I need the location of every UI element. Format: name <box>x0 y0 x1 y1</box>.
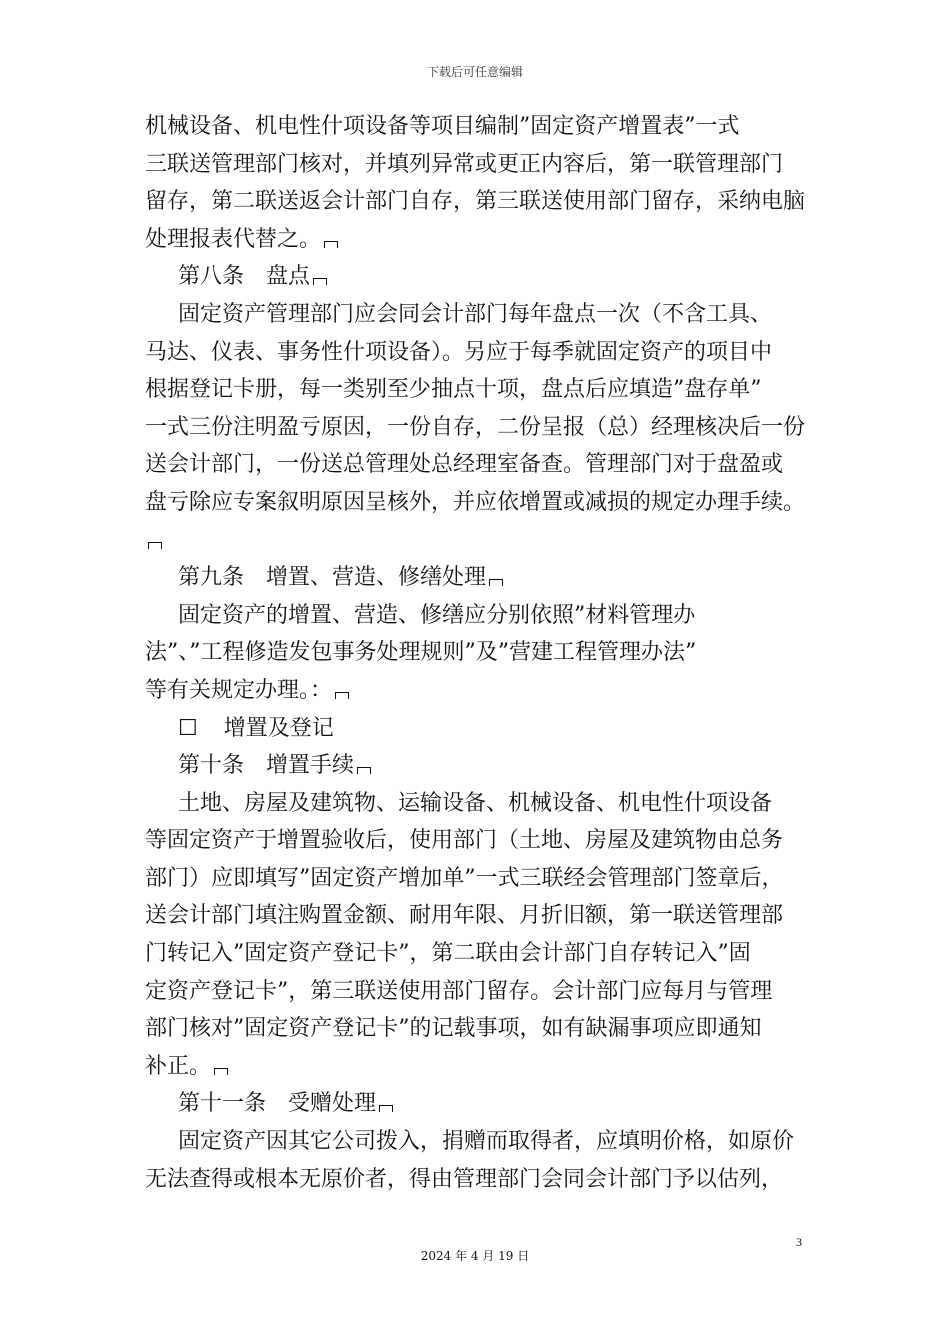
text-line-content: 门转记入”固定资产登记卡”，第二联由会计部门自存转记入”固 <box>145 941 751 967</box>
paragraph-mark-icon <box>334 688 350 700</box>
text-line-content: 一式三份注明盈亏原因，一份自存，二份呈报（总）经理核决后一份 <box>145 414 806 440</box>
paragraph-mark-icon <box>213 1064 229 1076</box>
text-line <box>145 785 810 823</box>
text-line <box>145 1010 810 1048</box>
text-line-content: 等有关规定办理。： <box>145 677 333 703</box>
text-line-content: 法”、”工程修造发包事务处理规则”及”营建工程管理办法” <box>145 640 697 666</box>
text-line-content: 补正。 <box>145 1053 212 1079</box>
text-line-content: 机械设备、机电性什项设备等项目编制”固定资产增置表”一式 <box>145 114 740 139</box>
page-header: 下载后可任意编辑 <box>426 65 523 79</box>
text-line <box>145 371 810 409</box>
text-line-content: 第八条 盘点 <box>178 264 311 290</box>
text-line <box>145 1085 810 1123</box>
text-line-content: 根据登记卡册，每一类别至少抽点十项，盘点后应填造”盘存单” <box>145 377 762 403</box>
text-line <box>145 258 810 296</box>
text-line-content: 无法查得或根本无原价者，得由管理部门会同会计部门予以估列， <box>145 1166 784 1192</box>
text-line <box>145 634 810 672</box>
text-line <box>145 334 810 372</box>
paragraph-mark-icon <box>323 237 339 249</box>
text-line <box>145 822 810 860</box>
text-line-content: 固定资产因其它公司拨入，捐赠而取得者，应填明价格，如原价 <box>178 1129 795 1155</box>
text-line-content: 处理报表代替之。 <box>145 226 322 252</box>
text-line <box>145 409 810 447</box>
text-line-content: 固定资产的增置、营造、修缮应分别依照”材料管理办 <box>178 602 696 628</box>
text-line <box>145 146 810 184</box>
text-line-content: 送会计部门填注购置金额、耐用年限、月折旧额，第一联送管理部 <box>145 903 784 929</box>
text-line <box>145 935 810 973</box>
paragraph-mark-icon <box>378 1101 394 1113</box>
text-line <box>145 710 810 748</box>
text-line-content: 三联送管理部门核对，并填列异常或更正内容后，第一联管理部门 <box>145 151 784 177</box>
text-line-content: 等固定资产于增置验收后，使用部门（土地、房屋及建筑物由总务 <box>145 828 784 854</box>
text-line-content: 送会计部门，一份送总管理处总经理室备查。管理部门对于盘盈或 <box>145 452 784 478</box>
paragraph-mark-icon <box>356 763 372 775</box>
text-line <box>145 296 810 334</box>
text-line <box>145 183 810 221</box>
text-line-content: 盘亏除应专案叙明原因呈核外，并应依增置或减损的规定办理手续。 <box>145 489 806 515</box>
text-line-content: 第九条 增置、营造、修缮处理 <box>178 565 487 591</box>
page-number: 3 <box>796 1235 802 1249</box>
text-line <box>145 484 810 522</box>
text-line-content: 增置及登记 <box>223 715 334 741</box>
text-line-content: 马达、仪表、事务性什项设备）。另应于每季就固定资产的项目中 <box>145 339 773 365</box>
paragraph-mark-icon <box>488 575 504 587</box>
text-line-content: 第十一条 受赠处理 <box>178 1091 377 1117</box>
checkbox-icon: ☐ <box>178 715 198 741</box>
text-line-content: 定资产登记卡”，第三联送使用部门留存。会计部门应每月与管理 <box>145 978 773 1004</box>
text-line <box>145 1123 810 1161</box>
text-line <box>145 1161 810 1199</box>
text-line <box>145 860 810 898</box>
text-line-content: 部门）应即填写”固定资产增加单”一式三联经会管理部门签章后， <box>145 865 784 891</box>
text-line-content: 留存，第二联送返会计部门自存，第三联送使用部门留存，采纳电脑 <box>145 189 806 215</box>
text-line <box>145 522 810 560</box>
text-line <box>145 559 810 597</box>
text-line <box>145 897 810 935</box>
text-line-content: 固定资产管理部门应会同会计部门每年盘点一次（不含工具、 <box>178 301 773 327</box>
text-line <box>145 672 810 710</box>
paragraph-mark-icon <box>147 538 163 550</box>
document-body <box>145 108 810 1198</box>
text-line <box>145 446 810 484</box>
text-line <box>145 597 810 635</box>
paragraph-mark-icon <box>312 274 328 286</box>
text-line <box>145 1048 810 1086</box>
text-line <box>145 747 810 785</box>
text-line-content: 部门核对”固定资产登记卡”的记载事项，如有缺漏事项应即通知 <box>145 1016 762 1042</box>
text-line-content: 土地、房屋及建筑物、运输设备、机械设备、机电性什项设备 <box>178 790 773 816</box>
text-line <box>145 221 810 259</box>
page-date: 2024 年 4 月 19 日 <box>420 1249 530 1263</box>
text-line-content: 第十条 增置手续 <box>178 753 355 779</box>
text-line <box>145 108 810 146</box>
text-line <box>145 973 810 1011</box>
